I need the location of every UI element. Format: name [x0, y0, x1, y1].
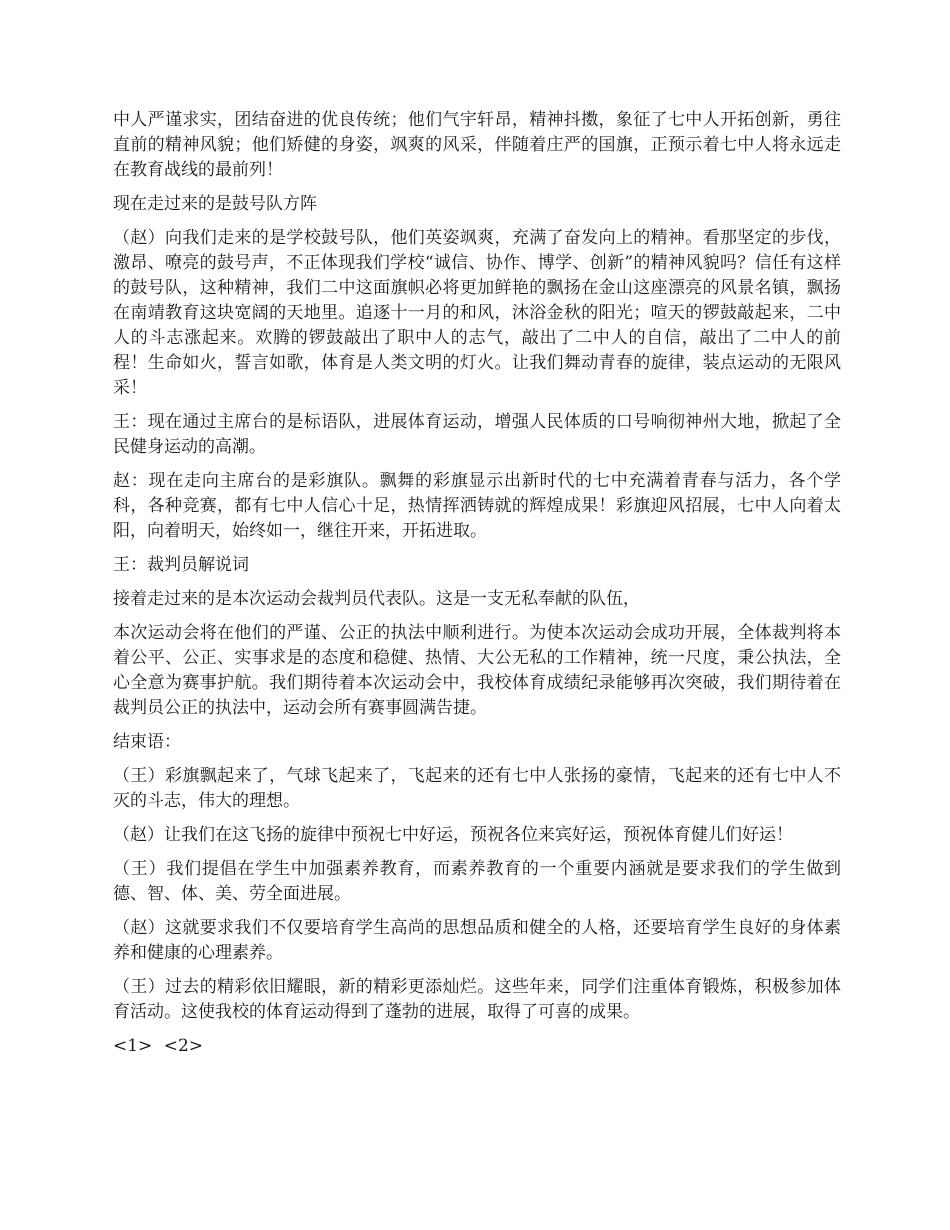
paragraph-13: （赵）这就要求我们不仅要培育学生高尚的思想品质和健全的人格，还要培育学生良好的身体素养和健康的心理素养。 — [113, 918, 841, 963]
paragraph-2: 现在走过来的是鼓号队方阵 — [113, 194, 317, 214]
paragraph-14: （王）过去的精彩依旧耀眼，新的精彩更添灿烂。这些年来，同学们注重体育锻炼，积极参加体育活动。这使我校的体育运动得到了蓬勃的进展，取得了可喜的成果。 — [113, 977, 841, 1022]
paragraph-10: （王）彩旗飘起来了，气球飞起来了，飞起来的还有七中人张扬的豪情，飞起来的还有七中人不灭的斗志，伟大的理想。 — [113, 766, 841, 811]
paragraph-4: 王：现在通过主席台的是标语队，进展体育运动，增强人民体质的口号响彻神州大地，掀起了全民健身运动的高潮。 — [113, 412, 841, 457]
page-link-1[interactable]: <1> — [113, 1036, 153, 1056]
paragraph-12: （王）我们提倡在学生中加强素养教育，而素养教育的一个重要内涵就是要求我们的学生做到德、智、体、美、劳全面进展。 — [113, 859, 841, 904]
paragraph-9: 结束语： — [113, 732, 181, 752]
paragraph-3: （赵）向我们走来的是学校鼓号队，他们英姿飒爽，充满了奋发向上的精神。看那坚定的步伐，激昂、嘹亮的鼓号声，不正体现我们学校“诚信、协作、博学、创新”的精神风貌吗？信任有这样的鼓号队，这种精神，我们二中这面旗帜必将更加鲜艳的飘扬在金山这座漂亮的风景名镇，飘扬在南靖教育这块宽阔的天地里。追逐十一月的和风，沐浴金秋的阳光；喧天的锣鼓敲起来，二中人的斗志涨起来。欢腾的锣鼓敲出了职中人的志气，敲出了二中人的自信，敲出了二中人的前程！生命如火，誓言如歌，体育是人类文明的灯火。让我们舞动青春的旋律，装点运动的无限风采！ — [113, 228, 841, 398]
paragraph-7: 接着走过来的是本次运动会裁判员代表队。这是一支无私奉献的队伍， — [113, 589, 640, 609]
page-link-2[interactable]: <2> — [163, 1036, 204, 1056]
paragraph-6: 王：裁判员解说词 — [113, 555, 249, 575]
paragraph-8: 本次运动会将在他们的严谨、公正的执法中顺利进行。为使本次运动会成功开展，全体裁判将本着公平、公正、实事求是的态度和稳健、热情、大公无私的工作精神，统一尺度，秉公执法，全心全意为赛事护航。我们期待着本次运动会中，我校体育成绩纪录能够再次突破，我们期待着在裁判员公正的执法中，运动会所有赛事圆满告捷。 — [113, 623, 841, 718]
paragraph-5: 赵：现在走向主席台的是彩旗队。飘舞的彩旗显示出新时代的七中充满着青春与活力，各个学科，各种竞赛，都有七中人信心十足，热情挥洒铸就的辉煌成果！彩旗迎风招展，七中人向着太阳，向着明天，始终如一，继往开来，开拓进取。 — [113, 471, 841, 541]
paragraph-11: （赵）让我们在这飞扬的旋律中预祝七中好运，预祝各位来宾好运，预祝体育健儿们好运！ — [113, 825, 793, 845]
document-body — [113, 108, 841, 1059]
pagination — [113, 1034, 841, 1059]
paragraph-1: 中人严谨求实，团结奋进的优良传统；他们气宇轩昂，精神抖擞，象征了七中人开拓创新，勇往直前的精神风貌；他们矫健的身姿，飒爽的风采，伴随着庄严的国旗，正预示着七中人将永远走在教育战线的最前列！ — [113, 110, 841, 180]
